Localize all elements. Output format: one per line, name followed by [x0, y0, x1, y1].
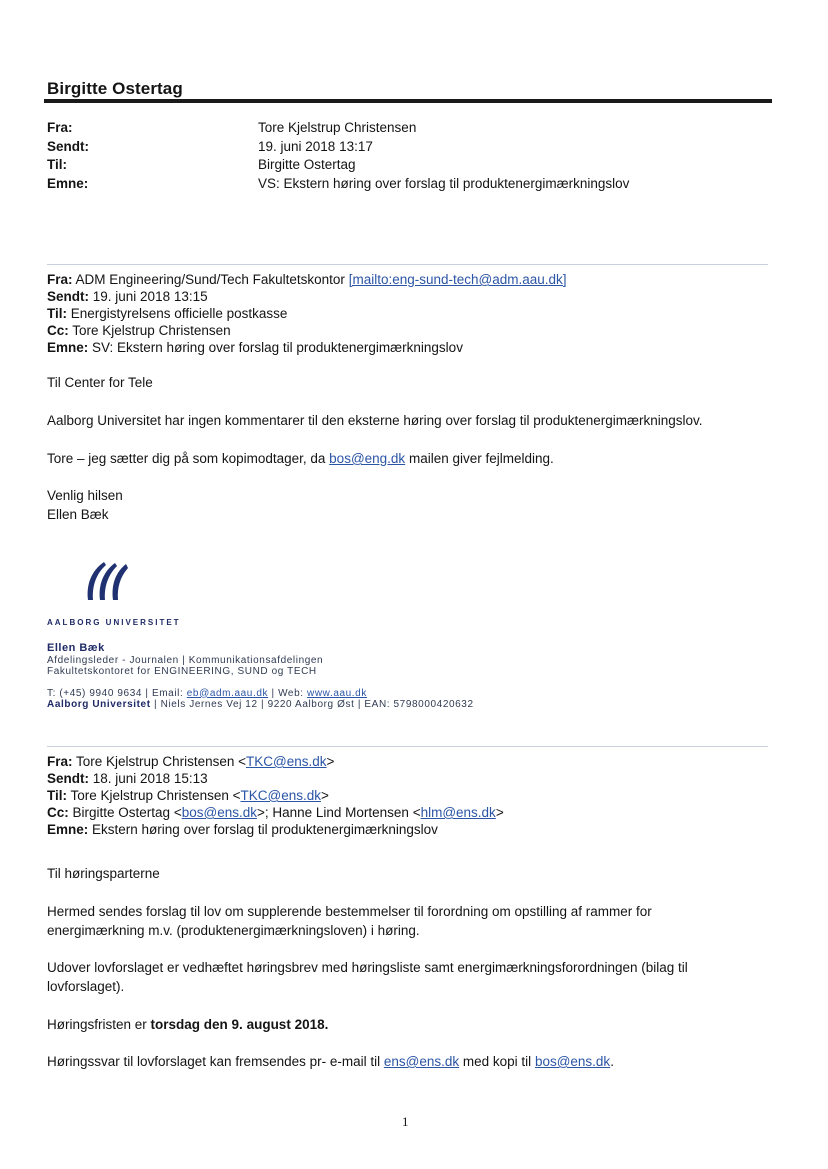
- to-value: Energistyrelsens officielle postkasse: [70, 306, 288, 321]
- from-label: Fra:: [47, 272, 73, 287]
- mailbox-owner: Birgitte Ostertag: [47, 79, 183, 98]
- mailto-link[interactable]: [mailto:eng-sund-tech@adm.aau.dk]: [348, 272, 567, 287]
- email-signature: [47, 643, 474, 711]
- field-value: Birgitte Ostertag: [258, 157, 356, 172]
- signature-address: Aalborg Universitet | Niels Jernes Vej 12 | 9220 Aalborg Øst | EAN: 5798000420632: [47, 699, 474, 710]
- header-fields: [47, 119, 629, 193]
- header-row-subject: [47, 175, 629, 194]
- to-label: Til:: [47, 788, 67, 803]
- cc-label: Cc:: [47, 323, 69, 338]
- sent-value: 19. juni 2018 13:15: [92, 289, 208, 304]
- closing-text: Venlig hilsen: [47, 488, 123, 503]
- page-number: 1: [402, 1114, 409, 1129]
- email-link[interactable]: bos@eng.dk: [329, 451, 406, 466]
- web-link[interactable]: www.aau.dk: [307, 687, 367, 699]
- subject-value: SV: Ekstern høring over forslag til produktenergimærkningslov: [92, 340, 463, 355]
- field-label: Emne:: [47, 175, 89, 191]
- header-rule: [44, 99, 772, 103]
- message1-body: Aalborg Universitet har ingen kommentarer til den eksterne høring over forslag til produktenergimærkningslov.: [47, 413, 703, 428]
- message2-reply-info: Høringssvar til lovforslaget kan fremsendes pr- e-mail til ens@ens.dk med kopi til bos@ens.dk.: [47, 1054, 614, 1069]
- email-link[interactable]: TKC@ens.dk: [246, 754, 327, 769]
- subject-label: Emne:: [47, 822, 89, 837]
- signature-title: Afdelingsleder - Journalen | Kommunikationsafdelingen: [47, 654, 324, 666]
- email-link[interactable]: hlm@ens.dk: [420, 805, 496, 820]
- header-row-from: [47, 119, 629, 138]
- email-link[interactable]: TKC@ens.dk: [240, 788, 321, 803]
- to-label: Til:: [47, 306, 67, 321]
- from-label: Fra:: [47, 754, 73, 769]
- signature-contact: T: (+45) 9940 9634 | Email: eb@adm.aau.dk | Web: www.aau.dk: [47, 687, 367, 699]
- header-row-sent: [47, 138, 629, 157]
- message1-note: [47, 449, 747, 468]
- message-divider: [47, 746, 768, 747]
- sent-label: Sendt:: [47, 771, 89, 786]
- note-text: mailen giver fejlmelding.: [408, 451, 554, 466]
- message2-paragraph: Udover lovforslaget er vedhæftet høringsbrev med høringsliste samt energimærkningsforordningen (bilag til lovforslaget).: [47, 960, 688, 994]
- message2-deadline: Høringsfristen er torsdag den 9. august 2018.: [47, 1017, 329, 1032]
- header-row-to: [47, 156, 629, 175]
- message1-greeting: Til Center for Tele: [47, 375, 153, 390]
- note-text: Tore – jeg sætter dig på som kopimodtager, da: [47, 451, 326, 466]
- email-link[interactable]: eb@adm.aau.dk: [186, 687, 269, 699]
- email-link[interactable]: bos@ens.dk: [534, 1054, 611, 1069]
- field-value: Tore Kjelstrup Christensen: [258, 120, 417, 135]
- message2-greeting: Til høringsparterne: [47, 866, 160, 881]
- signature-name: Ellen Bæk: [47, 642, 105, 654]
- message2-paragraph: Hermed sendes forslag til lov om supplerende bestemmelser til forordning om opstilling af rammer for energimærkning m.v. (produktenergimærkningsloven) i høring.: [47, 904, 652, 938]
- message1-closing: [47, 486, 747, 524]
- field-value: VS: Ekstern høring over forslag til produktenergimærkningslov: [258, 175, 630, 191]
- field-value: 19. juni 2018 13:17: [258, 138, 373, 154]
- field-label: Sendt:: [47, 138, 89, 154]
- email-link[interactable]: bos@ens.dk: [181, 805, 257, 820]
- signature-office: Fakultetskontoret for ENGINEERING, SUND og TECH: [47, 666, 317, 677]
- aau-logo-icon: [82, 560, 132, 602]
- signer-name: Ellen Bæk: [47, 507, 109, 522]
- cc-value: Tore Kjelstrup Christensen: [72, 323, 231, 338]
- cc-label: Cc:: [47, 805, 69, 820]
- email-link[interactable]: ens@ens.dk: [383, 1054, 460, 1069]
- field-label: Fra:: [47, 120, 73, 135]
- sent-label: Sendt:: [47, 289, 89, 304]
- message1-header: [47, 271, 567, 356]
- message-divider: [47, 264, 768, 265]
- field-label: Til:: [47, 157, 67, 172]
- from-value: ADM Engineering/Sund/Tech Fakultetskontor: [75, 272, 345, 287]
- message2-header: Fra: Tore Kjelstrup Christensen <TKC@ens.dk> Sendt: 18. juni 2018 15:13 Til: Tore Kjelstrup Christensen <TKC@ens.dk> Cc: Birgitte Ostertag <bos@ens.dk>; Hanne Lind Mortensen <hlm@ens.dk> Emne: Ekstern høring over forslag til produktenergimærkningslov: [47, 754, 504, 837]
- university-name: AALBORG UNIVERSITET: [47, 618, 181, 627]
- subject-label: Emne:: [47, 340, 89, 355]
